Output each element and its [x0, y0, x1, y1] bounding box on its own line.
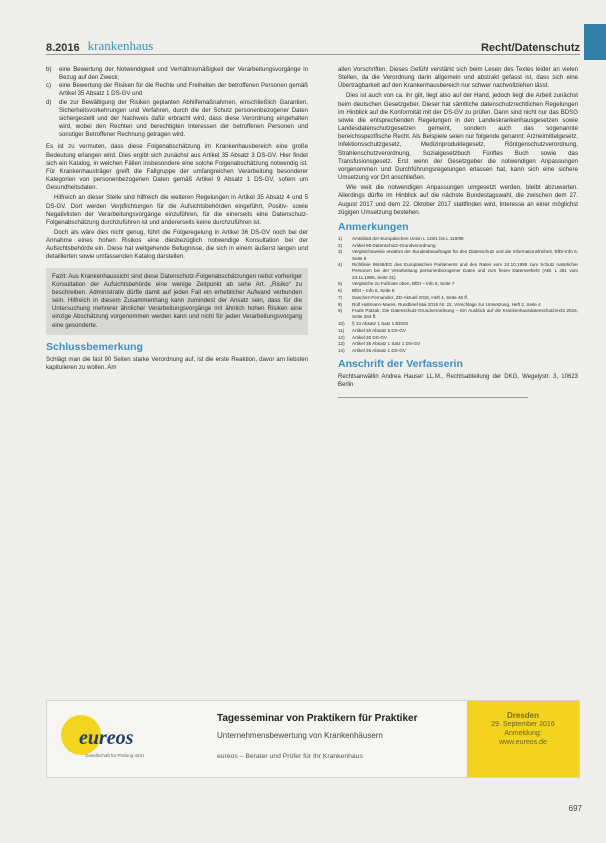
- note-number: 14): [338, 347, 345, 353]
- note-number: 10): [338, 321, 345, 327]
- seminar-advertisement[interactable]: [46, 700, 580, 778]
- note-text: Artikel 35 Absatz 1 DS-GV: [352, 347, 406, 353]
- list-text: eine Bewertung der Risiken für die Rechte und Freiheiten der betroffenen Personen gemäß Artikel 35 Absatz 1 DS-GV und: [59, 82, 308, 98]
- note-item: [338, 249, 578, 261]
- list-text: die zur Bewältigung der Risiken geplanten Abhilfemaßnahmen, einschließlich Garantien, Sicherheitsvorkehrungen und Verfahren, durch die der Schutz personenbezogener Daten sichergestellt und der Nachweis dafür erbracht wird, dass diese Verordnung eingehalten wird, wobei den Rechten und berechtigten Interessen der betroffenen Personen und sonstiger Betroffener Rechnung getragen wird.: [59, 98, 308, 139]
- page-header: [46, 30, 580, 55]
- note-item: [338, 321, 578, 327]
- closing-paragraph: Schlägt man die fast 90 Seiten starke Verordnung auf, ist die erste Reaktion, davor am liebsten kapitulieren zu wollen. Am: [46, 355, 308, 371]
- notes-list: [338, 236, 578, 354]
- note-number: 12): [338, 334, 345, 340]
- note-number: 6): [338, 288, 343, 294]
- note-number: 9): [338, 308, 343, 314]
- address-heading: Anschrift der Verfasserin: [338, 358, 463, 371]
- body-paragraph: Hilfreich an dieser Stelle sind hilfreich die weiteren Regelungen in Artikel 35 Absatz 4 und 5 DS-GV. Dort werden Verpflichtungen für die Aufsichtsbehörden eingeführt, Positiv- sowie Negativlisten der Verarbeitungsvorgänge einzuführen, für die einerseits eine Datenschutz-Folgenabschätzung durchzuführen ist und andererseits keine durchzuführen ist.: [46, 194, 308, 226]
- note-item: [338, 335, 578, 341]
- note-item: [338, 348, 578, 354]
- logo-wordmark: eureos: [79, 727, 134, 749]
- note-item: [338, 295, 578, 301]
- logo-tagline: Gesellschaft für Prüfung mbH: [85, 753, 145, 758]
- note-text: Rolf Holtmann-Mares, Rundbrief Mai 2016 Nr. 22, Vorschläge zur Umsetzung, Heft 2, Seite 4: [352, 301, 541, 307]
- section-title: Recht/Datenschutz: [480, 42, 580, 54]
- note-text: Artikel 30 DS-GV: [352, 334, 387, 340]
- author-address: Rechtsanwältin Andrea Hauser LL.M., Rechtsabteilung der DKG, Wegelystr. 3, 10623 Berlin: [338, 374, 578, 389]
- note-item: [338, 328, 578, 334]
- conclusion-box: Fazit: Aus Krankenhaussicht sind diese Datenschutz-Folgenabschätzungen nebst vorheriger Konsultation der Aufsichtsbehörde eine wenige Zeitpunkt ab sehe Art. „Risiko“ zu beschreiben. Administrativ dürfte damit auf jeden Fall ein erheblicher Aufwand verbunden sein. Hilfreich in diesem Zusammenhang kann zumindest der Ansatz sein, dass für die Untersuchung mehrerer ähnlicher Verarbeitungsvorgänge mit ähnlich hohen Risiken eine einzige Abschätzung vorgenommen werden kann und nicht für jeden Verarbeitungsvorgang eine gesonderte.: [46, 268, 308, 335]
- event-info-box: [467, 701, 579, 777]
- event-date: 29. September 2016: [491, 721, 555, 728]
- list-item: [46, 66, 308, 82]
- list-item: [46, 99, 308, 140]
- note-item: [338, 281, 578, 287]
- body-paragraph: Doch als wäre dies nicht genug, führt die Folgeregelung in Artikel 36 DS-GV noch bei der Annahme eines hohen Risikos eine diesbezüglich notwendige Konsultation bei der Aufsichtsbehörde ein. Diese hat weitgehende Befugnisse, die sich in einem äußerst langen und detaillierten sowie umfassenden Katalog darstellen.: [46, 228, 308, 261]
- note-number: 2): [338, 242, 343, 248]
- note-text: Vergleiche zu Fußnote oben, BfDI – Info 6, Seite 7: [352, 281, 455, 287]
- ad-claim: eureos – Berater und Prüfer für Ihr Krankenhaus: [217, 753, 363, 760]
- event-city: Dresden: [506, 711, 539, 720]
- left-column: [46, 66, 308, 374]
- note-item: [338, 341, 578, 347]
- notes-heading: Anmerkungen: [338, 220, 409, 233]
- body-paragraph: allen Vorschriften. Dieses Gefühl verstärkt sich beim Lesen des Textes leider an vielen Stellen, da die Verordnung darin allgemein und abstrakt gefasst ist, dass sich eine Übertragbarkeit auf den Krankenhausbereich nur schwer nachvollziehen lässt.: [338, 66, 578, 90]
- issue-number: 8.2016: [46, 42, 80, 54]
- note-item: [338, 262, 578, 281]
- list-text: eine Bewertung der Notwendigkeit und Verhältnismäßigkeit der Verarbeitungsvorgänge in Bezug auf den Zweck;: [59, 66, 308, 82]
- eureos-logo: [61, 715, 201, 765]
- ad-title: Tagesseminar von Praktikern für Praktiker: [217, 713, 418, 724]
- section-tab-marker: [584, 24, 606, 60]
- list-item: [46, 82, 308, 98]
- list-marker: c): [46, 82, 52, 90]
- note-number: 8): [338, 301, 343, 307]
- ad-subtitle: Unternehmensbewertung von Krankenhäusern: [217, 731, 383, 740]
- note-text: Artikel 99 Datenschutz-Grundverordnung: [352, 242, 436, 248]
- note-item: [338, 288, 578, 294]
- note-number: 7): [338, 294, 343, 300]
- note-number: 11): [338, 327, 345, 333]
- page-number: 697: [568, 804, 582, 813]
- body-paragraph: Dies ist auch von ca. ihr gilt, liegt also auf der Hand, jedoch liegt die Arbeit zunächst beim deutschen Gesetzgeber. Dieser hat sämtliche datenschutzrechtlichen Regelungen im Hinblick auf die Konformität mit der DS-GV zu prüfen. Dann sind nicht nur das BDSG sowie die entsprechenden Regelungen in den Landeskrankenhausgesetzen sowie Landesdatenschutzgesetzen gemeint, sondern auch das sogenannte bereichsspezifische Recht. Als Beispiele seien nur folgende genannt: Arzneimittelgesetz, Infektionsschutzgesetz, Medizinproduktegesetz, Röntgenschutzverordnung, Strahlenschutzverordnung, Sozialgesetzbuch Fünftes Buch sowie das Transfusionsgesetz. Erst wenn der Gesetzgeber die notwendigen Anpassungen vorgenommen und Durchführungsregelungen erlassen hat, kann sich eine sichere Umsetzung vor Ort anschließen.: [338, 92, 578, 182]
- registration-label: Anmeldung:: [504, 730, 542, 737]
- closing-heading: Schlussbemerkung: [46, 340, 143, 353]
- note-item: [338, 243, 578, 249]
- note-number: 13): [338, 341, 345, 347]
- note-number: 5): [338, 281, 343, 287]
- body-paragraph: Es ist zu vermuten, dass diese Folgenabschätzung im Krankenhausbereich eine große Bedeutung erlangen wird. Dies ergibt sich zunächst aus Artikel 35 Absatz 3 DS-GV. Hier findet sich ein Katalog, in welchen Fällen insbesondere eine solche Folgenabschätzung notwendig ist. Für Krankenhausträger greift die Fallgruppe der umfangreichen Verarbeitung besonderer Kategorien von personenbezogenen Daten gemäß Artikel 9 Absatz 1 DS-GV, sofern um Gesundheitsdaten.: [46, 143, 308, 192]
- note-text: Artikel 35 Absatz 1 Satz 1 DS-GV: [352, 341, 421, 347]
- note-text: Artikel 30 Absatz 5 DS-GV: [352, 327, 406, 333]
- note-text: Richtlinie 95/46/EG des Europäischen Parlaments und des Rates vom 24.10.1995 zum Schutz natürlicher Personen bei der Verarbeitung personenbezogener Daten und zum freien Datenverkehr (ABl. L 281 vom 23.11.1995, Seite 31): [352, 262, 578, 280]
- magazine-logo: krankenhaus: [87, 38, 154, 53]
- note-text: BfDI – Info 6, Seite 8: [352, 288, 395, 294]
- note-number: 3): [338, 249, 343, 255]
- note-text: Sanchez-Fernandez, ZD-Aktuell 2016, Heft 4, Seite 48 ff.: [352, 294, 469, 300]
- event-website-link[interactable]: www.eureos.de: [499, 739, 547, 746]
- note-number: 1): [338, 235, 343, 241]
- criteria-list: [46, 66, 308, 139]
- note-text: Amtsblatt der Europäischen Union L 119/1 bis L 119/88: [352, 235, 464, 241]
- note-item: [338, 308, 578, 320]
- note-text: § 13 Absatz 1 Satz 1 BDSG: [352, 321, 409, 327]
- end-rule: [338, 397, 528, 398]
- note-item: [338, 236, 578, 242]
- note-text: Vergleichsweise erwähnt der Bundesbeauftragte für den Datenschutz und die Informationsfreiheit, BfDI-Info 6, Seite 8: [352, 249, 578, 261]
- body-paragraph: Wie weit die notwendigen Anpassungen umgesetzt werden, bleibt abzuwarten. Allerdings dürfte im Hinblick auf die nächste Bundestagswahl, die zwischen dem 27. August 2017 und dem 22. Oktober 2017 stattfinden wird, Interesse an einer möglichst zügigen Umsetzung bestehen.: [338, 184, 578, 216]
- list-marker: d): [46, 98, 52, 106]
- note-number: 4): [338, 262, 343, 268]
- note-item: [338, 302, 578, 308]
- right-column: [338, 66, 578, 398]
- note-text: Frank Patzak, Die Datenschutz-Grundverordnung – Ein Ausblick auf die Krankenhausdatenschutzrecht 2016, Seite 284 ff.: [352, 308, 578, 320]
- list-marker: b): [46, 66, 52, 73]
